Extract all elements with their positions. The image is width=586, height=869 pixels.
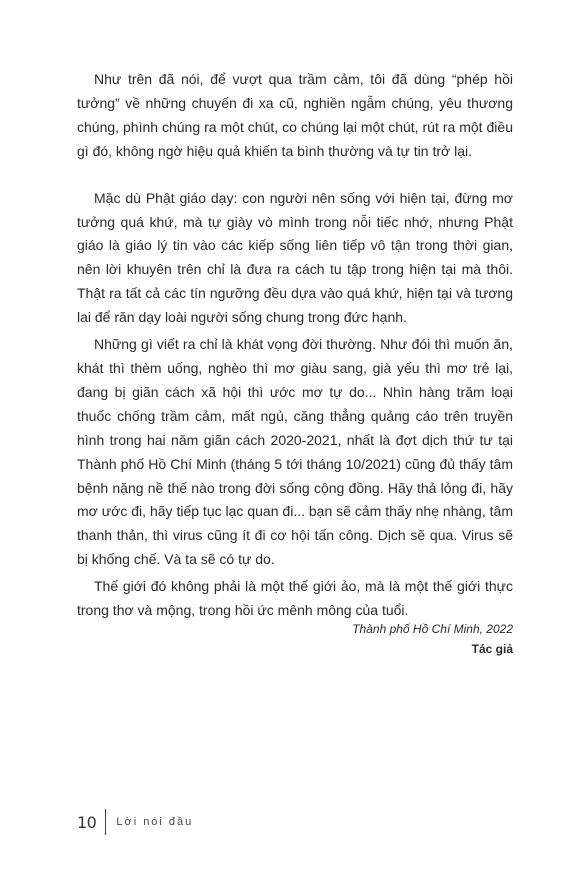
paragraph-1: Như trên đã nói, để vượt qua trầm cảm, tôi đã dùng “phép hồi tưởng” về những chuyến đi xa cũ, nghiền ngẫm chúng, yêu thương chúng, phình chúng ra một chút, co chúng lại một chút, rút ra một điều gì đó, không ngờ hiệu quả khiến ta bình thường và tự tin trở lại. — [77, 71, 513, 159]
signature-place-date: Thành phố Hồ Chí Minh, 2022 — [352, 622, 513, 636]
paragraph-2: Mặc dù Phật giáo dạy: con người nên sống với hiện tại, đừng mơ tưởng quá khứ, mà tự giày vò mình trong nỗi tiếc nhớ, nhưng Phật giáo là giáo lý tin vào các kiếp sống liên tiếp vô tận trong thời gian, nên lời khuyên trên chỉ là đưa ra cách tu tập trong hiện tại mà thôi. Thật ra tất cả các tín ngưỡng đều dựa vào quá khứ, hiện tại và tương lai để răn dạy loài người sống chung trong đức hạnh. — [77, 189, 513, 326]
page-footer — [77, 807, 193, 837]
section-name: Lời nói đầu — [116, 816, 194, 828]
paragraph-3: Những gì viết ra chỉ là khát vọng đời thường. Như đói thì muốn ăn, khát thì thèm uống, nghèo thì mơ giàu sang, già yếu thì mơ trẻ lại, đang bị giãn cách xã hội thì ước mơ tự do... Nhìn hàng trăm loại thuốc chống trầm cảm, mất ngủ, căng thẳng quảng cáo trên truyền hình trong hai năm giãn cách 2020-2021, nhất là đợt dịch thứ tư tại Thành phố Hồ Chí Minh (tháng 5 tới tháng 10/2021) cũng đủ thấy tâm bệnh nặng nề thế nào trong đời sống cộng đồng. Hãy thả lỏng đi, hãy mơ ước đi, hãy tiếp tục lạc quan đi... bạn sẽ cảm thấy nhẹ nhàng, tâm thanh thản, thì virus cũng ít đi cơ hội tấn công. Dịch sẽ qua. Virus sẽ bị khống chế. Và ta sẽ có tự do. — [77, 336, 513, 568]
body-text — [77, 68, 513, 623]
footer-divider — [105, 809, 106, 835]
page-number: 10 — [77, 812, 97, 832]
signature-block — [352, 619, 513, 659]
signature-author: Tác giả — [471, 642, 513, 656]
paragraph-4: Thế giới đó không phải là một thế giới ảo, mà là một thế giới thực trong thơ và mộng, trong hồi ức mênh mông của tuổi. — [77, 578, 513, 619]
